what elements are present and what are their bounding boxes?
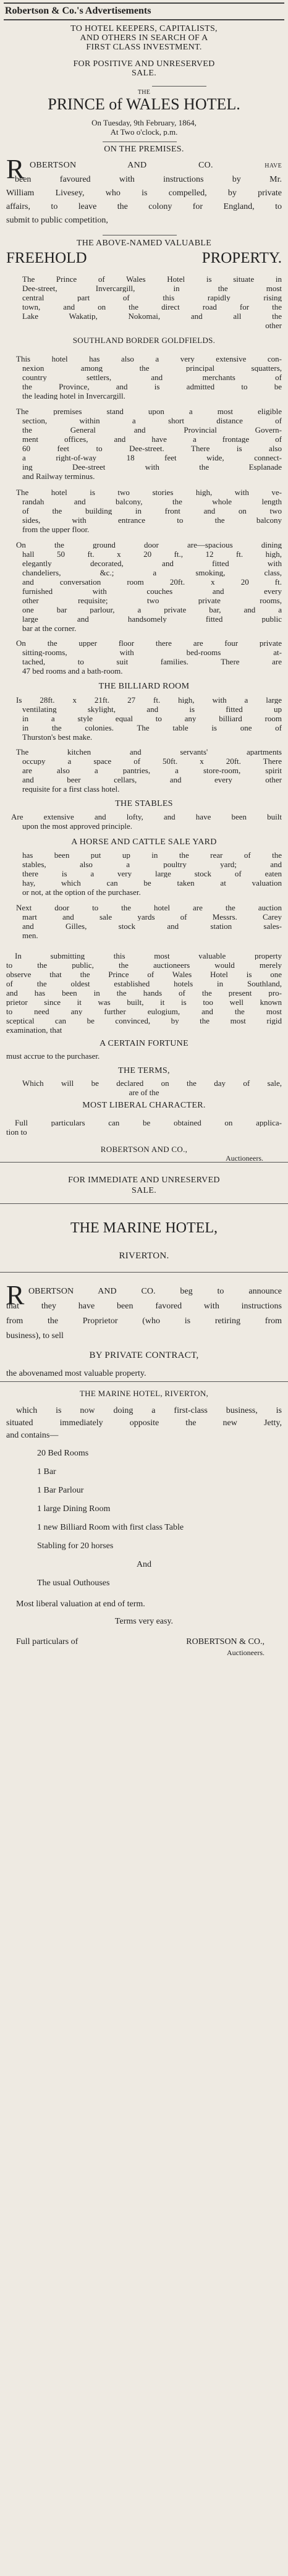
- header-rule: [4, 19, 284, 20]
- ad-line: are of the: [129, 1088, 159, 1096]
- drop-cap: R: [6, 1280, 25, 1310]
- ad-line: Most liberal valuation at end of term.: [16, 1600, 145, 1609]
- ad-line: The Prince of Wales Hotel is situate in: [22, 275, 282, 283]
- ad-line: THE MARINE HOTEL,: [70, 1221, 218, 1235]
- ad-line: A CERTAIN FORTUNE: [100, 1040, 188, 1048]
- ad-line: Thurston's best make.: [22, 733, 93, 741]
- ad-line: BY PRIVATE CONTRACT,: [89, 1351, 199, 1360]
- ad-line: the General and Provincial Govern-: [22, 426, 282, 434]
- ad-line: FOR POSITIVE AND UNRESERVED: [73, 60, 215, 69]
- ad-line: SALE.: [132, 69, 156, 78]
- ad-line: This hotel has also a very extensive con-: [16, 355, 282, 363]
- ad-line: 1 new Billiard Room with first class Table: [37, 1523, 184, 1532]
- ad-line: submit to public competition,: [6, 216, 108, 225]
- ad-line: PRINCE of WALES HOTEL.: [48, 96, 240, 112]
- ad-line: The hotel is two stories high, with ve-: [16, 488, 282, 496]
- section-divider: [0, 1203, 288, 1204]
- ad-line: ON THE PREMISES.: [104, 145, 184, 154]
- ad-line: The premises stand upon a most eligible: [16, 407, 282, 415]
- ad-line: observe that the Prince of Wales Hotel is one: [6, 970, 282, 978]
- ad-line: and has been in the hands of the present pro-: [6, 989, 282, 997]
- ad-line: RIVERTON.: [119, 1252, 169, 1261]
- ad-line: has been put up in the rear of the: [22, 851, 282, 859]
- ad-line: THE BILLIARD ROOM: [98, 682, 190, 691]
- ad-line: sceptical can be convinced, by the most rigid: [6, 1017, 282, 1025]
- ad-line: ing Dee-street with the Esplanade: [22, 463, 282, 471]
- ad-line: A HORSE AND CATTLE SALE YARD: [71, 838, 217, 847]
- ad-line: situated immediately opposite the new Jetty,: [6, 1419, 282, 1428]
- ad-line: tion to: [6, 1128, 27, 1136]
- ad-line: THE TERMS,: [118, 1067, 170, 1075]
- ad-line: On the upper floor there are four private: [16, 639, 282, 647]
- ad-line: furnished with couches and every: [22, 587, 282, 595]
- ad-line: upon the most approved principle.: [22, 822, 132, 830]
- ad-line: 47 bed rooms and a bath-room.: [22, 667, 123, 675]
- ad-line: there is a very large stock of eaten: [22, 870, 282, 878]
- ad-line: THE STABLES: [115, 800, 173, 808]
- ad-line: OBERTSON AND CO. beg to announce: [28, 1287, 282, 1296]
- ad-line: THE: [137, 90, 151, 96]
- ad-line: other requisite; two private rooms,: [22, 596, 282, 604]
- ad-line: ment offices, and have a frontage of: [22, 435, 282, 443]
- ad-line: THE MARINE HOTEL, RIVERTON,: [79, 1389, 209, 1397]
- ad-line: ROBERTSON AND CO.,: [100, 1145, 188, 1153]
- ad-line: And: [136, 1561, 152, 1569]
- ad-line: SOUTHLAND BORDER GOLDFIELDS.: [72, 336, 216, 344]
- ad-line: 1 Bar Parlour: [37, 1486, 84, 1495]
- ad-line: ventilating skylight, and is fitted up: [22, 705, 282, 713]
- ad-line: occupy a space of 50ft. x 20ft. There: [22, 757, 282, 765]
- section-divider: [0, 1272, 288, 1273]
- ad-line: SALE.: [132, 1187, 156, 1195]
- ad-line: stables, also a poultry yard; and: [22, 860, 282, 868]
- ad-line: been favoured with instructions by Mr.: [15, 176, 282, 184]
- ad-line: which is now doing a first-class business, is: [16, 1407, 282, 1415]
- ad-line: and contains—: [6, 1431, 59, 1440]
- ad-line: affairs, to leave the colony for England, to: [6, 203, 282, 211]
- ad-line: requisite for a first class hotel.: [22, 785, 120, 793]
- ad-line: and beer cellars, and every other: [22, 776, 282, 784]
- ad-line: men.: [22, 931, 38, 939]
- ad-line: OBERTSON AND CO. have: [30, 161, 282, 170]
- ad-line: 60 feet to Dee-street. There is also: [22, 444, 282, 452]
- ad-line: or not, at the option of the purchaser.: [22, 888, 141, 896]
- ad-line: In submitting this most valuable property: [15, 952, 282, 960]
- ad-line: and Railway terminus.: [22, 472, 95, 480]
- ad-line: Stabling for 20 horses: [37, 1542, 114, 1551]
- ad-line: MOST LIBERAL CHARACTER.: [82, 1101, 206, 1110]
- ad-line: a right-of-way 18 feet wide, connect-: [22, 454, 282, 462]
- ad-line: from the Proprietor (who is retiring from: [6, 1317, 282, 1326]
- ad-line: randah and balcony, the whole length: [22, 498, 282, 506]
- ad-line: large and handsomely fitted public: [22, 615, 282, 623]
- ad-line: sides, with entrance to the balcony: [22, 516, 282, 524]
- ad-line: of the oldest established hotels in Southland,: [6, 980, 282, 988]
- ad-line: nexion among the principal squatters,: [22, 364, 282, 372]
- section-header: Robertson & Co.'s Advertisements: [5, 6, 151, 16]
- ad-line: AND OTHERS IN SEARCH OF A: [80, 34, 208, 43]
- ad-line: sitting-rooms, with bed-rooms at-: [22, 648, 282, 656]
- ad-line: Dee-street, Invercargill, in the most: [22, 284, 282, 292]
- ad-line: one bar parlour, a private bar, and a: [22, 606, 282, 614]
- ad-line: Auctioneers.: [226, 1155, 263, 1162]
- section-divider: [0, 1162, 288, 1163]
- ad-line: and conversation room 20ft. x 20 ft.: [22, 578, 282, 586]
- ad-line: hay, which can be taken at valuation: [22, 879, 282, 887]
- ad-line: chandeliers, &c.; a smoking, class,: [22, 569, 282, 577]
- ad-line: elegantly decorated, and fitted with: [22, 559, 282, 567]
- ad-line: 1 Bar: [37, 1468, 56, 1477]
- ad-line: FOR IMMEDIATE AND UNRESERVED: [68, 1176, 220, 1185]
- ad-line: Is 28ft. x 21ft. 27 ft. high, with a large: [16, 696, 282, 704]
- ad-line: On the ground door are—spacious dining: [16, 541, 282, 549]
- ad-line: 20 Bed Rooms: [37, 1449, 89, 1458]
- ad-line: mart and sale yards of Messrs. Carey: [22, 913, 282, 921]
- ad-line: TO HOTEL KEEPERS, CAPITALISTS,: [70, 25, 218, 33]
- ad-line: business), to sell: [6, 1332, 64, 1341]
- ad-line: central part of this rapidly rising: [22, 294, 282, 302]
- ad-line: are also a pantries, a store-room, spirit: [22, 766, 282, 774]
- ad-line: The kitchen and servants' apartments: [16, 748, 282, 756]
- ad-line: Are extensive and lofty, and have been built: [11, 813, 282, 821]
- ad-line: William Livesey, who is compelled, by private: [6, 189, 282, 198]
- ad-line: Auctioneers.: [227, 1649, 265, 1656]
- ad-line: town, and on the direct road for the: [22, 303, 282, 311]
- ad-line: that they have been favored with instructions: [6, 1302, 282, 1311]
- ad-line: the Province, and is admitted to be: [22, 383, 282, 391]
- top-rule: [4, 2, 284, 4]
- section-divider: [152, 86, 206, 87]
- ad-line: Next door to the hotel are the auction: [16, 904, 282, 912]
- ad-line: The usual Outhouses: [37, 1579, 110, 1588]
- ad-line: Full particulars can be obtained on applica-: [15, 1119, 282, 1127]
- ad-line: from the upper floor.: [22, 525, 90, 533]
- drop-cap: R: [6, 154, 25, 184]
- ad-line: the abovenamed most valuable property.: [6, 1370, 146, 1378]
- ad-line: Lake Wakatip, Nokomai, and all the: [22, 312, 282, 320]
- ad-line: 1 large Dining Room: [37, 1505, 111, 1514]
- ad-line: THE ABOVE-NAMED VALUABLE: [76, 239, 212, 248]
- ad-line: the leading hotel in Invercargill.: [22, 392, 125, 400]
- ad-line: in a style equal to any billiard room: [22, 714, 282, 722]
- ad-line: in the colonies. The table is one of: [22, 724, 282, 732]
- ad-line: prietor since it was built, it is too well known: [6, 998, 282, 1006]
- ad-line: At Two o'clock, p.m.: [110, 128, 178, 136]
- ad-line: Full particulars of: [16, 1638, 78, 1646]
- ad-line: and Gilles, stock and station sales-: [22, 922, 282, 930]
- ad-line: ROBERTSON & CO.,: [186, 1638, 265, 1646]
- ad-line: section, within a short distance of: [22, 417, 282, 425]
- ad-line: to the public, the auctioneers would merely: [6, 961, 282, 969]
- ad-line: must accrue to the purchaser.: [6, 1052, 100, 1060]
- ad-line: bar at the corner.: [22, 624, 77, 632]
- ad-line: examination, that: [6, 1026, 62, 1034]
- section-divider: [0, 1381, 288, 1382]
- ad-line: Terms very easy.: [114, 1617, 174, 1626]
- ad-line: to need any further eulogium, and the most: [6, 1007, 282, 1015]
- ad-line: hall 50 ft. x 20 ft., 12 ft. high,: [22, 550, 282, 558]
- ad-line: country settlers, and merchants of: [22, 373, 282, 381]
- ad-line: On Tuesday, 9th February, 1864,: [91, 119, 197, 127]
- ad-line: FREEHOLD PROPERTY.: [6, 250, 282, 266]
- ad-line: other: [265, 321, 282, 329]
- ad-line: Which will be declared on the day of sale,: [22, 1079, 282, 1087]
- ad-line: FIRST CLASS INVESTMENT.: [86, 43, 202, 52]
- ad-line: of the building in front and on two: [22, 507, 282, 515]
- ad-line: tached, to suit families. There are: [22, 658, 282, 666]
